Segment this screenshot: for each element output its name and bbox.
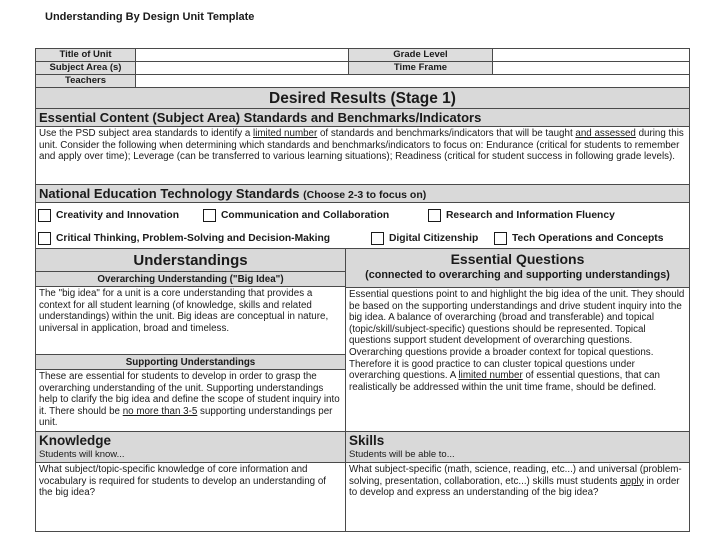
nets-option-critical-thinking[interactable] [38,232,371,245]
teachers-input[interactable] [136,75,689,88]
nets-option-label: Critical Thinking, Problem-Solving and Decision-Making [56,232,331,244]
essential-questions-heading [346,249,689,288]
teachers-label: Teachers [36,75,136,88]
essential-questions-instructions: Essential questions point to and highlight the big idea of the unit. They should be based on the supporting understandings and drive student inquiry into the big idea. A balance of overarching (broad and transferable) and topical (topic/skill/subject-specific) questions should be represented. Topical questions support student development of overarching questions. Overarching questions provide a broader context for topical questions. Therefore it is good practice to can cluster topical questions under overarching questions. A limited number of essential questions, that can realistically be addressed within the unit time frame, should be defined. [346,288,689,431]
skills-subtitle: Students will be able to... [349,448,455,460]
knowledge-heading [36,432,345,463]
nets-heading-note: (Choose 2-3 to focus on) [303,189,427,201]
knowledge-instructions[interactable]: What subject/topic-specific knowledge of core information and vocabulary is required for students to develop an understanding of the big idea? [36,463,345,531]
supporting-understandings-instructions: These are essential for students to develop in order to grasp the overarching understanding of the unit. Supporting understandings help to clarify the big idea and define the scope of student inquiry into it. There should be no more than 3-5 supporting understandings per unit. [36,370,345,431]
subject-area-input[interactable] [136,62,349,75]
checkbox-icon[interactable] [203,209,216,222]
nets-options-row2 [38,230,689,246]
nets-option-research[interactable] [428,209,615,222]
essential-content-instructions: Use the PSD subject area standards to identify a limited number of standards and benchmarks/indicators that will be taught and assessed during this unit. Consider the following when determining which standards and benchmarks/indicators to focus on: Endurance (critical for students to remember and apply over time); Leverage (can be transferred to various learning situations); Readiness (critical for student success in following grade levels). [36,127,689,185]
skills-column [346,432,689,531]
essential-questions-column [346,249,689,431]
skills-heading [346,432,689,463]
time-frame-label: Time Frame [349,62,493,75]
essential-questions-subtitle: (connected to overarching and supporting understandings) [365,269,670,281]
checkbox-icon[interactable] [38,232,51,245]
understandings-heading: Understandings [36,249,345,272]
nets-option-label: Digital Citizenship [389,232,479,244]
nets-option-digital-citizenship[interactable] [371,232,494,245]
nets-heading-text: National Education Technology Standards [39,186,300,201]
knowledge-subtitle: Students will know... [39,448,125,460]
nets-options-row1 [38,207,689,223]
skills-title: Skills [349,432,385,448]
nets-option-creativity[interactable] [38,209,203,222]
nets-option-label: Research and Information Fluency [446,209,615,221]
essential-content-heading: Essential Content (Subject Area) Standards and Benchmarks/Indicators [36,109,689,127]
subject-area-label: Subject Area (s) [36,62,136,75]
time-frame-input[interactable] [493,62,689,75]
nets-option-tech-operations[interactable] [494,232,663,245]
unit-info-grid [36,49,689,88]
checkbox-icon[interactable] [371,232,384,245]
understandings-column [36,249,346,431]
grade-level-input[interactable] [493,49,689,62]
stage1-heading: Desired Results (Stage 1) [36,88,689,109]
essential-questions-title: Essential Questions [450,251,585,267]
checkbox-icon[interactable] [494,232,507,245]
nets-option-label: Creativity and Innovation [56,209,180,221]
nets-options [36,203,689,249]
overarching-understanding-instructions: The "big idea" for a unit is a core understanding that provides a context for all student learning (of knowledge, skills and related understandings) within the unit. Big ideas are conceptual in nature, universal in application, broad and timeless. [36,287,345,355]
overarching-understanding-heading: Overarching Understanding ("Big Idea") [36,272,345,287]
knowledge-column [36,432,346,531]
knowledge-title: Knowledge [39,432,112,448]
knowledge-skills-section [36,432,689,531]
supporting-understandings-heading: Supporting Understandings [36,355,345,370]
ubd-template-table [35,48,690,532]
grade-level-label: Grade Level [349,49,493,62]
document-title: Understanding By Design Unit Template [45,11,255,23]
nets-option-communication[interactable] [203,209,428,222]
title-of-unit-input[interactable] [136,49,349,62]
checkbox-icon[interactable] [428,209,441,222]
understandings-questions-section [36,249,689,432]
title-of-unit-label: Title of Unit [36,49,136,62]
checkbox-icon[interactable] [38,209,51,222]
nets-option-label: Communication and Collaboration [221,209,390,221]
nets-option-label: Tech Operations and Concepts [512,232,664,244]
nets-heading [36,185,689,203]
skills-instructions[interactable]: What subject-specific (math, science, reading, etc...) and universal (problem-solving, presentation, collaboration, etc...) skills must students apply in order to develop and express an understanding of the big idea? [346,463,689,531]
